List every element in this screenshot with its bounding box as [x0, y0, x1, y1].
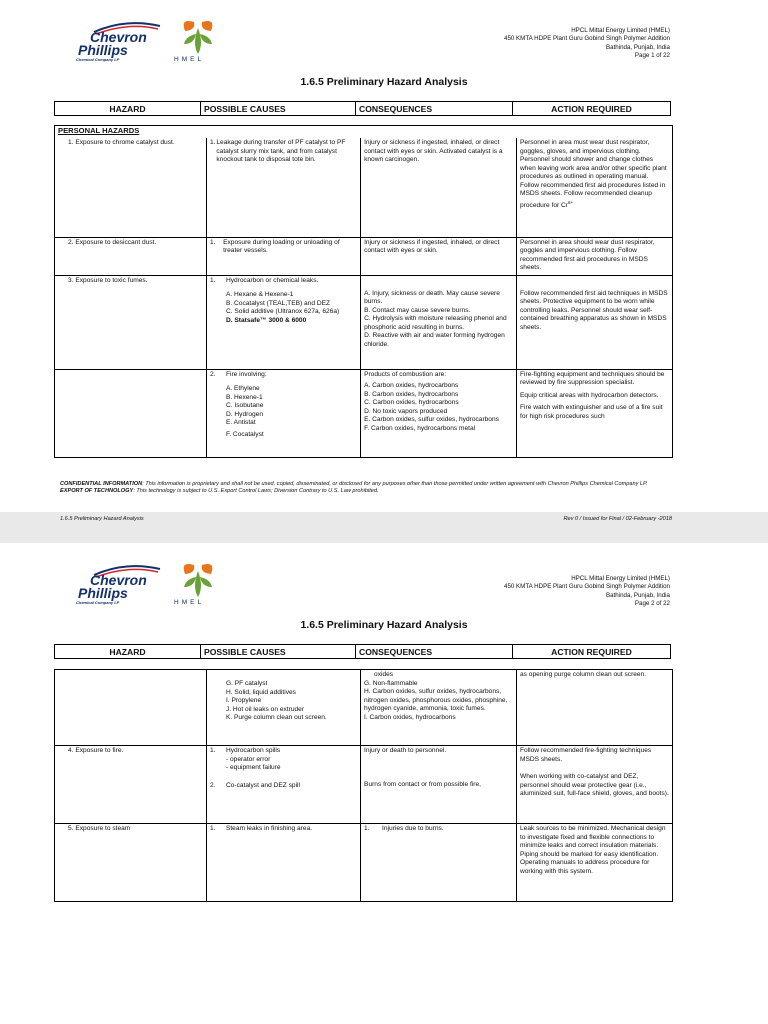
action-cell: Follow recommended first aid techniques in MSDS sheets. Protective equipment to be worn while controlling leaks. Personnel should wear self-contained breathing apparatus as shown in MSDS sheets. — [517, 275, 673, 369]
hazard-table — [54, 125, 673, 458]
page-2 — [0, 543, 768, 1024]
section-title: PERSONAL HAZARDS — [58, 126, 140, 135]
chemical-company-label: Chemical Company LP — [76, 57, 120, 62]
action-cell: Personnel in area should wear dust respirator, goggles and impervious clothing. Follow recommended first aid procedures in MSDS sheets. — [517, 237, 673, 275]
page-title: 1.6.5 Preliminary Hazard Analysis — [300, 76, 468, 88]
action-cell: Follow recommended fire-fighting techniques MSDS sheets. When working with co-catalyst and DEZ, personnel should wear protective gear (i.e., aluminized suit, full-face shield, gloves, and boots). — [517, 746, 673, 824]
document-header: HPCL Mittal Energy Limited (HMEL) 450 KMTA HDPE Plant Guru Gobind Singh Polymer Addition Bathinda, Punjab, India Page 1 of 22 — [504, 27, 670, 60]
company-logos — [76, 18, 246, 68]
table-row — [55, 746, 673, 824]
hazard-cell: 1. Exposure to chrome catalyst dust. — [55, 138, 207, 237]
section-row — [55, 126, 673, 139]
table-row — [55, 237, 673, 275]
hazard-cell: 2. Exposure to desiccant dust. — [55, 237, 207, 275]
table-row — [55, 275, 673, 369]
hazard-cell: 3. Exposure to toxic fumes. — [55, 275, 207, 369]
phillips-wordmark: Phillips — [78, 585, 128, 601]
table-row — [55, 369, 673, 457]
col-action: ACTION REQUIRED — [513, 645, 671, 659]
cause-cell: 1. Leakage during transfer of PF catalyst to PF catalyst slurry mix tank, and from catalyst knockout tank to disposal tote bin. — [206, 138, 360, 237]
column-header-row — [54, 101, 671, 116]
consequence-cell: Injury or death to personnel. Burns from contact or from possible fire, — [361, 746, 517, 824]
document-header: HPCL Mittal Energy Limited (HMEL) 450 KMTA HDPE Plant Guru Gobind Singh Polymer Addition Bathinda, Punjab, India Page 2 of 22 — [504, 575, 670, 608]
col-consequences: CONSEQUENCES — [356, 645, 513, 659]
chevron-wordmark: Chevron — [90, 29, 147, 45]
cause-cell: 1. Exposure during loading or unloading of treater vessels. — [206, 237, 360, 275]
hazard-cell — [55, 369, 207, 457]
action-cell: Personnel in area must wear dust respirator, goggles, gloves, and impervious clothing. Personnel should shower and change clothes when leaving work area and/or other specific plant procedures as outlined in operating manual. Follow recommended first aid procedures listed in MSDS sheets. Follow recommended cleanup procedure for $Cr^{6+}$ — [517, 138, 673, 237]
chemical-company-label: Chemical Company LP — [76, 600, 120, 605]
hmel-wordmark: HMEL — [174, 56, 205, 63]
col-hazard: HAZARD — [55, 102, 201, 116]
cause-cell: 1. Hydrocarbon spills - operator error - equipment failure 2. Co-catalyst and DEZ spill — [206, 746, 360, 824]
hazard-cell — [55, 670, 207, 746]
consequence-cell: Injury or sickness if ingested, inhaled, or direct contact with eyes or skin. Activated catalyst is a known carcinogen. — [361, 138, 517, 237]
chevron-wordmark: Chevron — [90, 572, 147, 588]
phillips-wordmark: Phillips — [78, 42, 128, 58]
company-logos — [76, 561, 246, 611]
col-consequences: CONSEQUENCES — [356, 102, 513, 116]
consequence-cell: oxides G. Non-flammable H. Carbon oxides, sulfur oxides, hydrocarbons, nitrogen oxides, phosphorous oxides, phosphine, hydrogen cyanide, ammonia, toxic fumes. I. Carbon oxides, hydrocarbons — [361, 670, 517, 746]
col-causes: POSSIBLE CAUSES — [201, 102, 356, 116]
table-row — [55, 138, 673, 237]
page-title: 1.6.5 Preliminary Hazard Analysis — [300, 619, 468, 631]
col-hazard: HAZARD — [55, 645, 201, 659]
page-number: Page 1 of 22 — [634, 52, 670, 60]
cause-cell: 1. Steam leaks in finishing area. — [206, 824, 360, 902]
cause-cell: G. PF catalyst H. Solid, liquid additives I. Propylene J. Hot oil leaks on extruder K. Purge column clean out screen. — [206, 670, 360, 746]
col-causes: POSSIBLE CAUSES — [201, 645, 356, 659]
consequence-cell: A. Injury, sickness or death. May cause severe burns. B. Contact may cause severe burns. C. Hydrolysis with moisture releasing phenol and phosphoric acid resulting in burns. D. Reactive with air and water forming hydrogen chloride. — [361, 275, 517, 369]
hmel-wordmark: HMEL — [174, 599, 205, 606]
consequence-cell: Products of combustion are: A. Carbon oxides, hydrocarbons B. Carbon oxides, hydrocarbons C. Carbon oxides, hydrocarbons D. No toxic vapors produced E. Carbon oxides, sulfur oxides, hydrocarbons F. Carbon oxides, hydrocarbons metal — [361, 369, 517, 457]
page-footer: 1.6.5 Preliminary Hazard Analysis Rev 0 / Issued for Final / 02-February -2018 — [60, 516, 672, 522]
cause-cell: 2. Fire involving: A. Ethylene B. Hexene-1 C. Isobutane D. Hydrogen E. Antistat F. Cocatalyst — [206, 369, 360, 457]
hazard-table — [54, 669, 673, 902]
col-action: ACTION REQUIRED — [513, 102, 671, 116]
cause-cell: 1. Hydrocarbon or chemical leaks. A. Hexane & Hexene-1 B. Cocatalyst (TEAL,TEB) and DEZ C. Solid additive (Ultranox 627a, 626a) D. Statsafe™ 3000 & 6000 — [206, 275, 360, 369]
hazard-cell: 4. Exposure to fire. — [55, 746, 207, 824]
table-row — [55, 824, 673, 902]
table-row — [55, 670, 673, 746]
column-header-row — [54, 644, 671, 659]
consequence-cell: Injury or sickness if ingested, inhaled, or direct contact with eyes or skin. — [361, 237, 517, 275]
confidential-notice: CONFIDENTIAL INFORMATION: This information is proprietary and shall not be used, copied, disseminated, or disclosed for any purposes other than those permitted under written agreement with Chevron Phillips Chemical Company LP. EXPORT OF TECHNOLOGY: This technology is subject to U.S. Export Control Laws; Diversion Contrary to U.S. Law prohibited. — [60, 481, 648, 495]
action-cell: Fire-fighting equipment and techniques should be reviewed by fire suppression specialist. Equip critical areas with hydrocarbon detectors. Fire watch with extinguisher and use of a fire suit for high risk procedures such — [517, 369, 673, 457]
action-cell: as opening purge column clean out screen. — [517, 670, 673, 746]
consequence-cell: 1. Injuries due to burns. — [361, 824, 517, 902]
hazard-cell: 5. Exposure to steam — [55, 824, 207, 902]
page-number: Page 2 of 22 — [634, 600, 670, 608]
action-cell: Leak sources to be minimized. Mechanical design to investigate fixed and flexible connections to minimize leaks and correct insulation materials. Piping should be marked for easy identification. Operating manuals to address procedure for working with this system. — [517, 824, 673, 902]
